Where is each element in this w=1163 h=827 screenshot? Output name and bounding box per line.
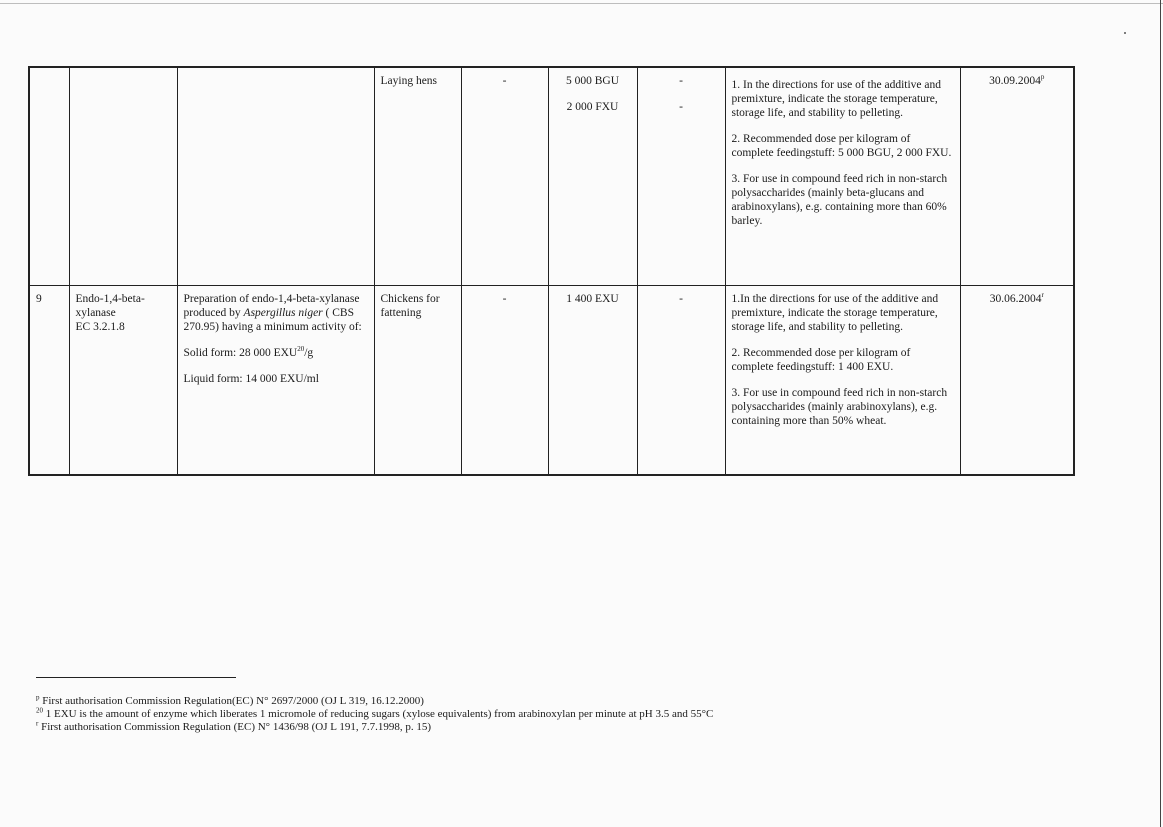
- min-content-cell: [548, 285, 637, 475]
- species-cell: [374, 67, 461, 285]
- footnote-mark: r: [1041, 290, 1044, 299]
- organism-name: Aspergillus niger: [243, 306, 323, 319]
- table-row: [29, 285, 1074, 475]
- max-age-cell: [461, 285, 548, 475]
- provision-text: 3. For use in compound feed rich in non-starch polysaccharides (mainly beta-glucans and arabinoxylans), e.g. containing more than 60% barley.: [731, 173, 948, 227]
- max-content-cell: [637, 285, 725, 475]
- species-text: Laying hens: [380, 75, 438, 87]
- table-row: [29, 67, 1074, 285]
- footnote-mark: p: [1040, 73, 1045, 82]
- max-content-cell: [637, 67, 725, 285]
- preparation-cell: [177, 285, 374, 475]
- species-text: Chickens for fattening: [380, 292, 440, 319]
- preparation-description: Preparation of endo-1,4-beta-xylanase produced by Aspergillus niger ( CBS 270.95) having a minimum activity of:: [183, 292, 362, 333]
- provision-text: 1. In the directions for use of the additive and premixture, indicate the storage temperature, storage life, and stability to pelleting.: [731, 79, 941, 119]
- min-content-value: 1 400 EXU: [566, 292, 619, 305]
- species-cell: [374, 285, 461, 475]
- min-content-value: 2 000 FXU: [566, 101, 619, 113]
- min-content-value: 5 000 BGU: [565, 75, 620, 87]
- authorisation-date: 30.06.2004: [989, 292, 1042, 305]
- max-content-value: -: [679, 101, 683, 113]
- enzyme-cell: [69, 67, 177, 285]
- min-content-cell: [548, 67, 637, 285]
- entry-number: 9: [36, 292, 42, 305]
- authorisation-date-cell: [960, 67, 1074, 285]
- additives-table: [28, 66, 1075, 476]
- liquid-form-activity: Liquid form: 14 000 EXU/ml: [183, 372, 319, 385]
- enzyme-name-line: Endo-1,4-beta-: [75, 292, 145, 305]
- entry-number-cell: [29, 285, 69, 475]
- enzyme-ec-number: EC 3.2.1.8: [75, 320, 125, 333]
- provisions-cell: [725, 67, 960, 285]
- max-age-cell: [461, 67, 548, 285]
- footnotes: [36, 695, 713, 734]
- enzyme-name-line: xylanase: [75, 306, 116, 319]
- authorisation-date: 30.09.2004: [989, 75, 1041, 87]
- footnote: $^{20}$ 1 EXU is the amount of enzyme which liberates 1 micromole of reducing sugars (xylose equivalents) from arabinoxylan per minute at pH 3.5 and 55°C: [36, 706, 714, 720]
- scan-top-rule: [0, 3, 1163, 4]
- provision-text: 2. Recommended dose per kilogram of complete feedingstuff: 5 000 BGU, 2 000 FXU.: [731, 133, 952, 159]
- provision-text: 3. For use in compound feed rich in non-starch polysaccharides (mainly arabinoxylans), e.g. containing more than 50% wheat.: [731, 386, 948, 427]
- max-age-text: -: [502, 75, 507, 87]
- max-content-value: -: [679, 292, 683, 305]
- max-age-text: -: [502, 292, 507, 305]
- scan-right-edge: [1160, 0, 1161, 827]
- footnote: $^p$ First authorisation Commission Regulation(EC) N° 2697/2000 (OJ L 319, 16.12.2000): [36, 693, 424, 707]
- scan-speck: [1124, 32, 1126, 34]
- footnote: $^r$ First authorisation Commission Regulation (EC) N° 1436/98 (OJ L 191, 7.7.1998, p. 15): [36, 719, 431, 733]
- provisions-cell: [725, 285, 960, 475]
- max-content-value: -: [679, 75, 683, 87]
- solid-form-activity: Solid form: 28 000 EXU$^{20}$/g: [183, 344, 314, 359]
- preparation-cell: [177, 67, 374, 285]
- authorisation-date-cell: [960, 285, 1074, 475]
- entry-number-cell: [29, 67, 69, 285]
- provision-text: 1.In the directions for use of the additive and premixture, indicate the storage temperature, storage life, and stability to pelleting.: [731, 292, 939, 333]
- footnote-separator: [36, 677, 236, 678]
- provision-text: 2. Recommended dose per kilogram of complete feedingstuff: 1 400 EXU.: [731, 346, 911, 373]
- enzyme-cell: [69, 285, 177, 475]
